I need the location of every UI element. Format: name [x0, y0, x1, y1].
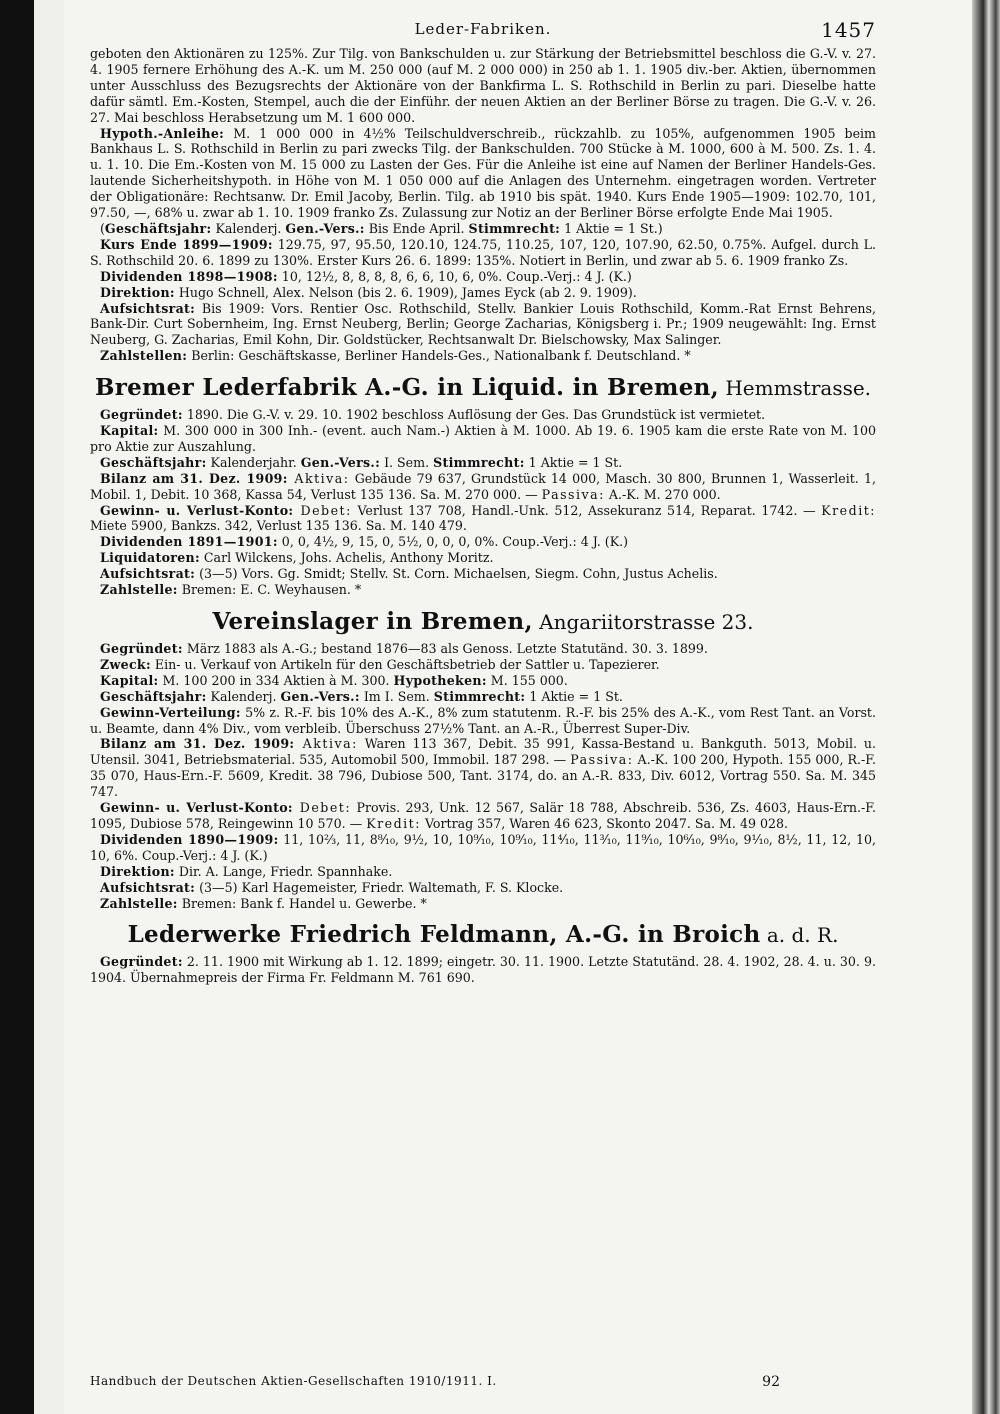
- field-text: Kalenderj.: [211, 220, 286, 236]
- field-text: A.-K. 100 200, Hypoth. 155 000, R.-F. 35 070, Haus-Ern.-F. 5609, Kredit. 38 796, Dubiose 500, Tant. 3174, do. an A.-R. 833, Div. 6012, Vortrag 550. Sa. M. 345 747.: [90, 752, 876, 800]
- entry-bremer-lederfabrik: [90, 374, 876, 598]
- field-label: Geschäftsjahr:: [100, 688, 207, 704]
- field-label: Gegründet:: [100, 407, 183, 423]
- field-text: Hugo Schnell, Alex. Nelson (bis 2. 6. 1909), James Eyck (ab 2. 9. 1909).: [174, 284, 637, 300]
- field-text: Bremen: Bank f. Handel u. Gewerbe. *: [177, 895, 427, 911]
- page-content: [90, 14, 876, 986]
- field-text: Kalenderjahr.: [206, 454, 301, 470]
- field-label: Dividenden 1898—1908:: [100, 268, 278, 284]
- field-text: Carl Wilckens, Johs. Achelis, Anthony Moritz.: [199, 550, 494, 566]
- paragraph: [90, 736, 876, 800]
- spaced-label: Passiva:: [570, 752, 634, 768]
- spaced-label: Kredit:: [821, 502, 877, 518]
- paragraph: [90, 641, 876, 657]
- paragraph: [90, 657, 876, 673]
- field-text: M. 300 000 in 300 Inh.- (event. auch Nam.-) Aktien à M. 1000. Ab 19. 6. 1905 kam die erste Rate von M. 100 pro Aktie zur Auszahlung.: [90, 423, 876, 454]
- paragraph: [90, 800, 876, 832]
- paragraph: [90, 534, 876, 550]
- field-label: Aufsichtsrat:: [100, 566, 196, 582]
- field-text: 1 Aktie = 1 St.): [560, 220, 663, 236]
- running-head: [90, 14, 876, 46]
- field-text: A.-K. M. 270 000.: [604, 486, 721, 502]
- field-text: 0, 0, 4½, 9, 15, 0, 5½, 0, 0, 0, 0%. Coup.-Verj.: 4 J. (K.): [277, 534, 629, 550]
- paragraph: [90, 301, 876, 349]
- paragraph: [90, 582, 876, 598]
- footer-source: Handbuch der Deutschen Aktien-Gesellschaften 1910/1911. I.: [90, 1374, 497, 1388]
- field-label: Gewinn-Verteilung:: [100, 704, 241, 720]
- field-label: Stimmrecht:: [468, 220, 561, 236]
- entry-title-main: Vereinslager in Bremen,: [212, 608, 533, 635]
- paragraph: [90, 954, 876, 986]
- field-label: Gewinn- u. Verlust-Konto:: [100, 800, 293, 816]
- field-text: Gebäude 79 637, Grundstück 14 000, Masch. 30 800, Brunnen 1, Wasserleit. 1, Mobil. 1, Debit. 10 368, Kassa 54, Verlust 135 136. Sa. M. 270 000. —: [90, 470, 877, 502]
- field-label: Bilanz am 31. Dez. 1909:: [100, 470, 288, 486]
- field-text: Bis 1909: Vors. Rentier Osc. Rothschild, Stellv. Bankier Louis Rothschild, Komm.-Rat Ernst Behrens, Bank-Dir. Curt Sobernheim, Ing. Ernst Neuberg, Berlin; George Zacharias, Königsberg i. Pr.; 1909 neugewählt: Ing. Ernst Neuberg, G. Zacharias, Emil Kohn, Dir. Goldstücker, Rechtsanwalt Dr. Bielschowsky, Max Salinger.: [90, 300, 876, 348]
- paragraph: [90, 864, 876, 880]
- paragraph: [90, 689, 876, 705]
- entry-title-sub: Hemmstrasse.: [718, 376, 872, 401]
- field-label: Stimmrecht:: [433, 688, 526, 704]
- field-text: 129.75, 97, 95.50, 120.10, 124.75, 110.25, 107, 120, 107.90, 62.50, 0.75%. Aufgel. durch L. S. Rothschild 20. 6. 1899 zu 130%. Erster Kurs 26. 6. 1899: 135%. Notiert in Berlin, und zwar ab 5. 6. 1909 franko Zs.: [90, 236, 876, 268]
- paragraph: [90, 471, 876, 503]
- paragraph: [90, 455, 876, 471]
- paragraph: [90, 673, 876, 689]
- page-number: 1457: [821, 18, 876, 42]
- field-label: Liquidatoren:: [100, 550, 200, 566]
- spaced-label: Kredit:: [366, 815, 421, 831]
- field-text: Dir. A. Lange, Friedr. Spannhake.: [174, 863, 393, 879]
- facing-page-margin: [34, 0, 64, 1414]
- field-label: Zahlstellen:: [100, 348, 188, 364]
- field-label: Gen.-Vers.:: [280, 688, 360, 704]
- paragraph: [90, 550, 876, 566]
- field-label: Geschäftsjahr:: [100, 454, 207, 470]
- field-text: März 1883 als A.-G.; bestand 1876—83 als Genoss. Letzte Statutänd. 30. 3. 1899.: [182, 641, 708, 656]
- field-label: Geschäftsjahr:: [104, 220, 212, 236]
- field-label: Aufsichtsrat:: [100, 300, 196, 316]
- paragraph: [90, 126, 876, 221]
- field-text: 2. 11. 1900 mit Wirkung ab 1. 12. 1899; eingetr. 30. 11. 1900. Letzte Statutänd. 28. 4. 1902, 28. 4. u. 30. 9. 1904. Übernahmepreis der Firma Fr. Feldmann M. 761 690.: [90, 954, 876, 986]
- field-text: 5% z. R.-F. bis 10% des A.-K., 8% zum statutenm. R.-F. bis 25% des A.-K., vom Rest Tant. an Vorst. u. Beamte, dann 4% Div., vom verbleib. Überschuss 27½% Tant. an A.-R., Überrest Super-Div.: [90, 704, 876, 736]
- paragraph: [90, 896, 876, 912]
- spaced-label: Debet:: [293, 502, 352, 518]
- entry-lederwerke-feldmann: [90, 921, 876, 986]
- field-label: Kapital:: [100, 672, 159, 688]
- field-label: Dividenden 1891—1901:: [100, 534, 278, 550]
- paragraph: [90, 832, 876, 864]
- field-label: Zahlstelle:: [100, 582, 178, 598]
- field-text: I. Sem.: [380, 454, 434, 470]
- paragraph: [90, 705, 876, 737]
- field-label: Kapital:: [100, 423, 159, 439]
- field-text: M. 100 200 in 334 Aktien à M. 300.: [158, 672, 394, 688]
- entry-title: [90, 374, 876, 401]
- field-text: 1 Aktie = 1 St.: [525, 688, 623, 704]
- paragraph: [90, 407, 876, 423]
- entry-continuation: [90, 46, 876, 364]
- field-label: Stimmrecht:: [433, 454, 525, 470]
- entry-title-sub: Angariitorstrasse 23.: [532, 610, 754, 634]
- paragraph: [90, 503, 876, 535]
- entry-title: [90, 921, 876, 948]
- signature-mark: 92: [762, 1374, 780, 1390]
- field-text: 1 Aktie = 1 St.: [524, 454, 623, 470]
- field-text: Bremen: E. C. Weyhausen. *: [177, 582, 362, 598]
- field-label: Kurs Ende 1899—1909:: [100, 236, 273, 252]
- field-label: Gewinn- u. Verlust-Konto:: [100, 502, 294, 518]
- field-label: Dividenden 1890—1909:: [100, 831, 279, 847]
- field-text: Verlust 137 708, Handl.-Unk. 512, Assekuranz 514, Reparat. 1742. —: [351, 502, 822, 518]
- field-text: (3—5) Vors. Gg. Smidt; Stellv. St. Corn. Michaelsen, Siegm. Cohn, Justus Achelis.: [195, 566, 718, 582]
- paragraph: [90, 221, 876, 237]
- paragraph: [90, 348, 876, 364]
- entry-title-main: Lederwerke Friedrich Feldmann, A.-G. in Broich: [127, 921, 761, 949]
- field-text: 11, 10⅔, 11, 8⁸⁄₁₀, 9½, 10, 10⁹⁄₁₀, 10⁹⁄₁₀, 11⁴⁄₁₀, 11³⁄₁₀, 11⁹⁄₁₀, 10⁶⁄₁₀, 9⁸⁄₁₀, 9¹⁄₁₀, 8½, 11, 12, 10, 10, 6%. Coup.-Verj.: 4 J. (K.): [90, 831, 876, 863]
- field-text: Im I. Sem.: [359, 688, 434, 704]
- entry-title-main: Bremer Lederfabrik A.-G. in Liquid. in Bremen,: [94, 374, 719, 402]
- field-text: Ein- u. Verkauf von Artikeln für den Geschäftsbetrieb der Sattler u. Tapezierer.: [150, 656, 660, 672]
- paragraph: [90, 423, 876, 455]
- field-text: Waren 113 367, Debit. 35 991, Kassa-Bestand u. Bankguth. 5013, Mobil. u. Utensil. 3041, Betriebsmaterial. 535, Automobil 500, Immobil. 187 298. —: [90, 736, 877, 768]
- spaced-label: Passiva:: [541, 486, 605, 502]
- scan-edge-left: [0, 0, 34, 1414]
- spaced-label: Debet:: [292, 800, 352, 816]
- field-label: Aufsichtsrat:: [100, 879, 196, 895]
- field-label: Gegründet:: [100, 954, 183, 970]
- scan-edge-right: [972, 0, 1000, 1414]
- entry-title: [90, 608, 876, 635]
- field-label: Hypotheken:: [393, 672, 487, 688]
- field-text: Provis. 293, Unk. 12 567, Salär 18 788, Abschreib. 536, Zs. 4603, Haus-Ern.-F. 1095, Dubiose 578, Reingewinn 10 570. —: [90, 800, 877, 831]
- field-text: 10, 12½, 8, 8, 8, 8, 6, 6, 10, 6, 0%. Coup.-Verj.: 4 J. (K.): [277, 268, 632, 284]
- field-label: Gen.-Vers.:: [285, 220, 365, 236]
- spaced-label: Aktiva:: [287, 470, 350, 486]
- spaced-label: Aktiva:: [294, 736, 358, 752]
- field-text: Kalenderj.: [206, 688, 281, 704]
- field-label: Gen.-Vers.:: [300, 454, 381, 470]
- field-text: M. 155 000.: [486, 672, 568, 688]
- field-text: Vortrag 357, Waren 46 623, Skonto 2047. Sa. M. 49 028.: [420, 815, 789, 831]
- entry-title-sub: a. d. R.: [760, 923, 839, 948]
- paren: (: [100, 220, 105, 236]
- field-label: Hypoth.-Anleihe:: [100, 125, 225, 141]
- field-label: Direktion:: [100, 284, 175, 300]
- field-text: 1890. Die G.-V. v. 29. 10. 1902 beschloss Auflösung der Ges. Das Grundstück ist vermietet.: [182, 407, 766, 423]
- field-text: M. 1 000 000 in 4½% Teilschuldverschreib., rückzahlb. zu 105%, aufgenommen 1905 beim Bankhaus L. S. Rothschild in Berlin zu pari zwecks Tilg. der Bankschulden. 700 Stücke à M. 1000, 600 à M. 500. Zs. 1. 4. u. 1. 10. Die Em.-Kosten von M. 15 000 zu Lasten der Ges. Für die Anleihe ist eine auf Namen der Berliner Handels-Ges. lautende Sicherheitshypoth. in Höhe von M. 1 050 000 auf die Anlagen des Unternehm. eingetragen worden. Vertreter der Obligationäre: Rechtsanw. Dr. Emil Jacoby, Berlin. Tilg. ab 1910 bis spät. 1940. Kurs Ende 1905—1909: 102.70, 101, 97.50, —, 68% u. zwar ab 1. 10. 1909 franko Zs. Zulassung zur Notiz an der Berliner Börse erfolgte Ende Mai 1905.: [90, 125, 876, 221]
- paragraph: [90, 566, 876, 582]
- paragraph: [90, 237, 876, 269]
- field-text: Bis Ende April.: [364, 220, 469, 236]
- paragraph: [90, 880, 876, 896]
- field-text: (3—5) Karl Hagemeister, Friedr. Waltemath, F. S. Klocke.: [195, 879, 564, 895]
- paragraph: geboten den Aktionären zu 125%. Zur Tilg. von Bankschulden u. zur Stärkung der Betriebsmittel beschloss die G.-V. v. 27. 4. 1905 fernere Erhöhung des A.-K. um M. 250 000 (auf M. 2 000 000) in 250 ab 1. 1. 1905 div.-ber. Aktien, übernommen unter Ausschluss des Bezugsrechts der Aktionäre von der Bankfirma L. S. Rothschild in Berlin zu pari. Dieselbe hatte dafür sämtl. Em.-Kosten, Stempel, auch die der Einführ. der neuen Aktien an der Berliner Börse zu tragen. Die G.-V. v. 26. 27. Mai beschloss Herabsetzung um M. 1 600 000.: [90, 46, 876, 125]
- field-text: Miete 5900, Bankzs. 342, Verlust 135 136. Sa. M. 140 479.: [90, 518, 467, 534]
- field-label: Bilanz am 31. Dez. 1909:: [100, 736, 295, 752]
- paragraph: [90, 269, 876, 285]
- field-label: Zahlstelle:: [100, 895, 178, 911]
- field-label: Zweck:: [100, 656, 151, 672]
- running-head-title: Leder-Fabriken.: [414, 20, 552, 38]
- field-label: Gegründet:: [100, 641, 183, 656]
- paragraph: [90, 285, 876, 301]
- entry-vereinslager: [90, 608, 876, 911]
- field-label: Direktion:: [100, 863, 175, 879]
- field-text: Berlin: Geschäftskasse, Berliner Handels-Ges., Nationalbank f. Deutschland. *: [187, 348, 691, 364]
